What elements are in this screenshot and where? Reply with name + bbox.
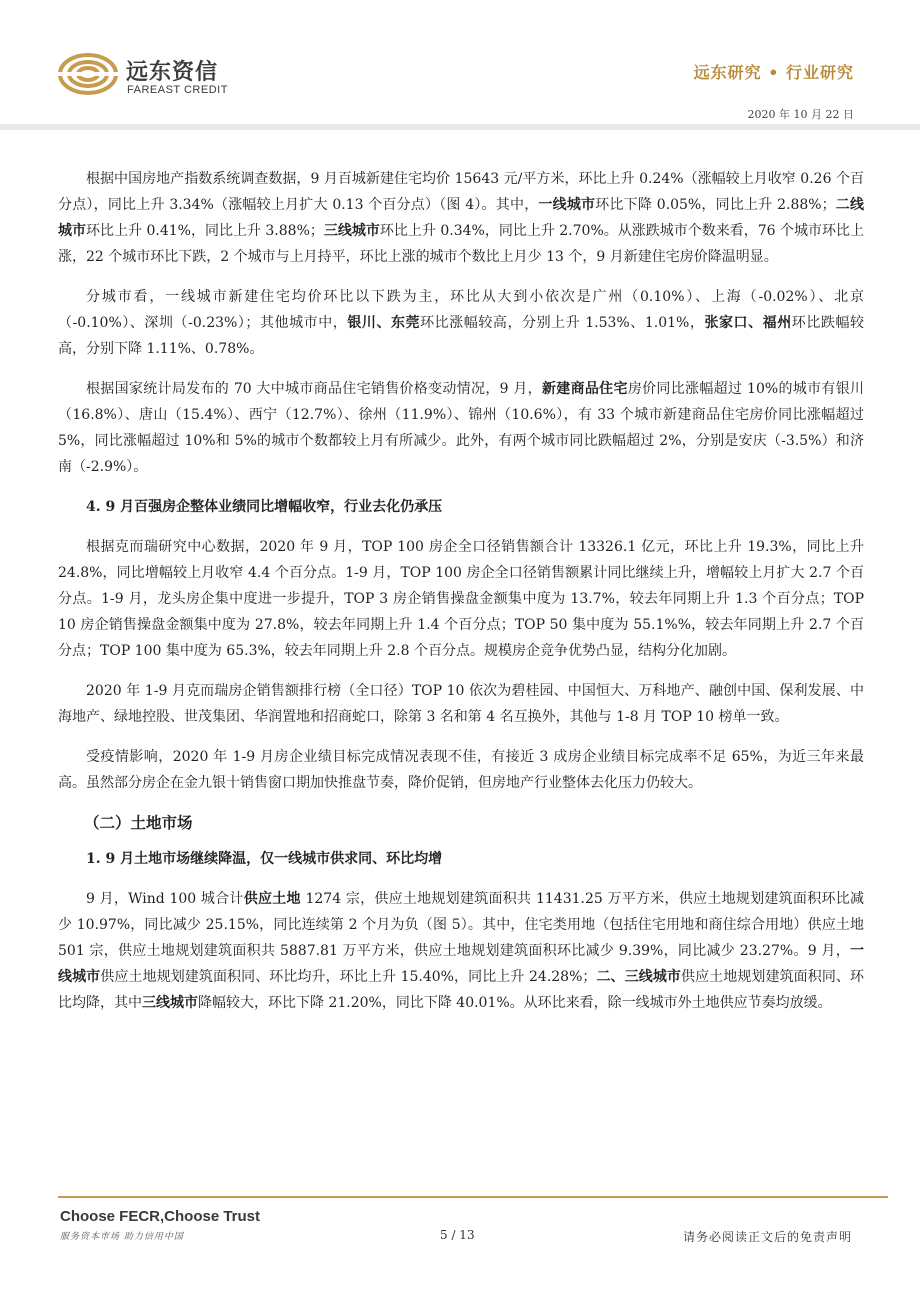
paragraph-land-supply: 9 月，Wind 100 城合计供应土地 1274 宗，供应土地规划建筑面积共 11431.25 万平方米，供应土地规划建筑面积环比减少 10.97%，同比减少 25.15%，同比连续第 2 个月为负（图 5）。其中，住宅类用地（包括住宅用地和商住综合用地）供应土地 501 宗，供应土地规划建筑面积共 5887.81 万平方米，供应土地规划建筑面积环比减少 9.39%，同比减少 23.27%。9 月，一线城市供应土地规划建筑面积同、环比均升，环比上升 15.40%，同比上升 24.28%；二、三线城市供应土地规划建筑面积同、环比均降，其中三线城市降幅较大，环比下降 21.20%，同比下降 40.01%。从环比来看，除一线城市外土地供应节奏均放缓。 bbox=[58, 891, 865, 1011]
subheading-top100: 4. 9 月百强房企整体业绩同比增幅收窄，行业去化仍承压 bbox=[86, 499, 443, 515]
emphasis-rising-cities: 银川、东莞 bbox=[347, 315, 421, 331]
emphasis-tier2: 二线城市 bbox=[58, 197, 865, 239]
report-body bbox=[58, 166, 864, 1030]
page-number: 5 / 13 bbox=[440, 1228, 475, 1242]
subheading-land-market: 1. 9 月土地市场继续降温，仅一线城市供求同、环比均增 bbox=[86, 851, 443, 867]
footer-disclaimer: 请务必阅读正文后的免责声明 bbox=[682, 1230, 852, 1244]
footer-slogan: Choose FECR,Choose Trust bbox=[60, 1208, 261, 1225]
emphasis-tier3: 三线城市 bbox=[323, 223, 380, 239]
emphasis-tier1: 一线城市 bbox=[538, 197, 596, 213]
brand-name-cn: 远东资信 bbox=[126, 60, 219, 85]
emphasis-new-housing: 新建商品住宅 bbox=[541, 381, 628, 397]
report-date: 2020 年 10 月 22 日 bbox=[747, 108, 854, 121]
paragraph-targets: 受疫情影响，2020 年 1-9 月房企业绩目标完成情况表现不佳，有接近 3 成房企业绩目标完成率不足 65%，为近三年来最高。虽然部分房企在金九银十销售窗口期加快推盘节奏，降价促销，但房地产行业整体去化压力仍较大。 bbox=[58, 749, 864, 791]
paragraph-top100-sales: 根据克而瑞研究中心数据，2020 年 9 月，TOP 100 房企全口径销售额合计 13326.1 亿元，环比上升 19.3%，同比上升 24.8%，同比增幅较上月收窄 4.4 个百分点。1-9 月，TOP 100 房企全口径销售额累计同比继续上升，增幅较上月扩大 2.7 个百分点。1-9 月，龙头房企集中度进一步提升，TOP 3 房企销售操盘金额集中度为 13.7%，较去年同期上升 1.3 个百分点；TOP 10 房企销售操盘金额集中度为 27.8%，较去年同期上升 1.4 个百分点；TOP 50 集中度为 55.1%%，较去年同期上升 2.7 个百分点；TOP 100 集中度为 65.3%，较去年同期上升 2.8 个百分点。规模房企竞争优势凸显，结构分化加剧。 bbox=[58, 539, 864, 659]
paragraph-price-overview: 根据中国房地产指数系统调查数据，9 月百城新建住宅均价 15643 元/平方米，环比上升 0.24%（涨幅较上月收窄 0.26 个百分点），同比上升 3.34%（涨幅较上月扩大 0.13 个百分点）（图 4）。其中，一线城市环比下降 0.05%，同比上升 2.88%；二线城市环比上升 0.41%，同比上升 3.88%；三线城市环比上升 0.34%，同比上升 2.70%。从涨跌城市个数来看，76 个城市环比上涨，22 个城市环比下跌，2 个城市与上月持平，环比上涨的城市个数比上月少 13 个，9 月新建住宅房价降温明显。 bbox=[58, 171, 865, 265]
page-header bbox=[0, 0, 920, 130]
footer-slogan-sub: 服务资本市场 助力信用中国 bbox=[60, 1232, 184, 1242]
header-divider bbox=[0, 124, 920, 130]
paragraph-ranking: 2020 年 1-9 月克而瑞房企销售额排行榜（全口径）TOP 10 依次为碧桂园、中国恒大、万科地产、融创中国、保利发展、中海地产、绿地控股、世茂集团、华润置地和招商蛇口，除第 3 名和第 4 名互换外，其他与 1-8 月 TOP 10 榜单一致。 bbox=[58, 683, 864, 725]
emphasis-tier3-land: 三线城市 bbox=[142, 995, 198, 1011]
section-name: 远东研究 • 行业研究 bbox=[693, 63, 854, 82]
paragraph-by-city: 分城市看，一线城市新建住宅均价环比以下跌为主，环比从大到小依次是广州（0.10%）、上海（-0.02%）、北京（-0.10%）、深圳（-0.23%）；其他城市中，银川、东莞环比涨幅较高，分别上升 1.53%、1.01%，张家口、福州环比跌幅较高，分别下降 1.11%、0.78%。 bbox=[58, 289, 865, 357]
emphasis-tier1-land: 一线城市 bbox=[58, 943, 864, 985]
fareast-logo-icon bbox=[58, 52, 118, 96]
brand-name-en: FAREAST CREDIT bbox=[127, 84, 228, 96]
paragraph-70-cities: 根据国家统计局发布的 70 大中城市商品住宅销售价格变动情况，9 月，新建商品住宅房价同比涨幅超过 10%的城市有银川（16.8%）、唐山（15.4%）、西宁（12.7%）、徐州（11.9%）、锦州（10.6%），有 33 个城市新建商品住宅房价同比涨幅超过 5%，同比涨幅超过 10%和 5%的城市个数都较上月有所减少。此外，有两个城市同比跌幅超过 2%，分别是安庆（-3.5%）和济南（-2.9%）。 bbox=[58, 381, 865, 475]
emphasis-falling-cities: 张家口、福州 bbox=[704, 315, 792, 331]
emphasis-tier23-land: 二、三线城市 bbox=[596, 969, 681, 985]
footer-divider bbox=[58, 1196, 888, 1198]
emphasis-land-supply: 供应土地 bbox=[243, 891, 301, 907]
section-heading-land: （二）土地市场 bbox=[84, 813, 193, 832]
